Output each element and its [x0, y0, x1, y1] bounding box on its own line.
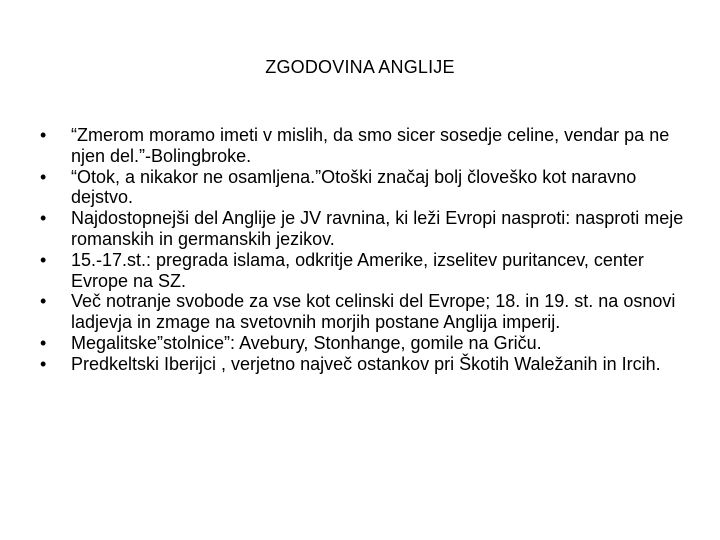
bullet-item-5 — [40, 291, 690, 333]
bullet-dot-icon: • — [40, 291, 47, 312]
bullet-dot-icon: • — [40, 249, 47, 270]
bullet-dot-icon: • — [40, 208, 47, 229]
slide-title: ZGODOVINA ANGLIJE — [265, 57, 455, 77]
bullet-text: Megalitske”stolnice”: Avebury, Stonhange, gomile na Griču. — [71, 332, 542, 353]
bullet-item-7 — [40, 354, 690, 375]
bullet-item-1 — [40, 125, 690, 167]
bullet-item-2 — [40, 167, 690, 209]
bullet-text: “Zmerom moramo imeti v mislih, da smo sicer sosedje celine, vendar pa ne njen del.”-Bolingbroke. — [71, 125, 670, 166]
bullet-dot-icon: • — [40, 332, 47, 353]
bullet-item-4 — [40, 250, 690, 292]
bullet-text: Več notranje svobode za vse kot celinski del Evrope; 18. in 19. st. na osnovi ladjevja in zmage na svetovnih morjih postane Anglija imperij. — [71, 291, 676, 333]
bullet-dot-icon: • — [40, 353, 47, 374]
bullet-dot-icon: • — [40, 166, 47, 187]
bullet-item-6 — [40, 333, 690, 354]
bullet-text: “Otok, a nikakor ne osamljena.”Otoški značaj bolj človeško kot naravno dejstvo. — [71, 166, 637, 208]
bullet-text: Predkeltski Iberijci , verjetno največ ostankov pri Škotih Waležanih in Ircih. — [71, 353, 661, 374]
bullet-item-3 — [40, 208, 690, 250]
bullet-text: Najdostopnejši del Anglije je JV ravnina, ki leži Evropi nasproti: nasproti meje romanskih in germanskih jezikov. — [71, 208, 684, 249]
bullet-text: 15.-17.st.: pregrada islama, odkritje Amerike, izselitev puritancev, center Evrope na SZ. — [71, 249, 644, 291]
bullet-dot-icon: • — [40, 125, 47, 145]
bullet-list — [40, 125, 690, 375]
